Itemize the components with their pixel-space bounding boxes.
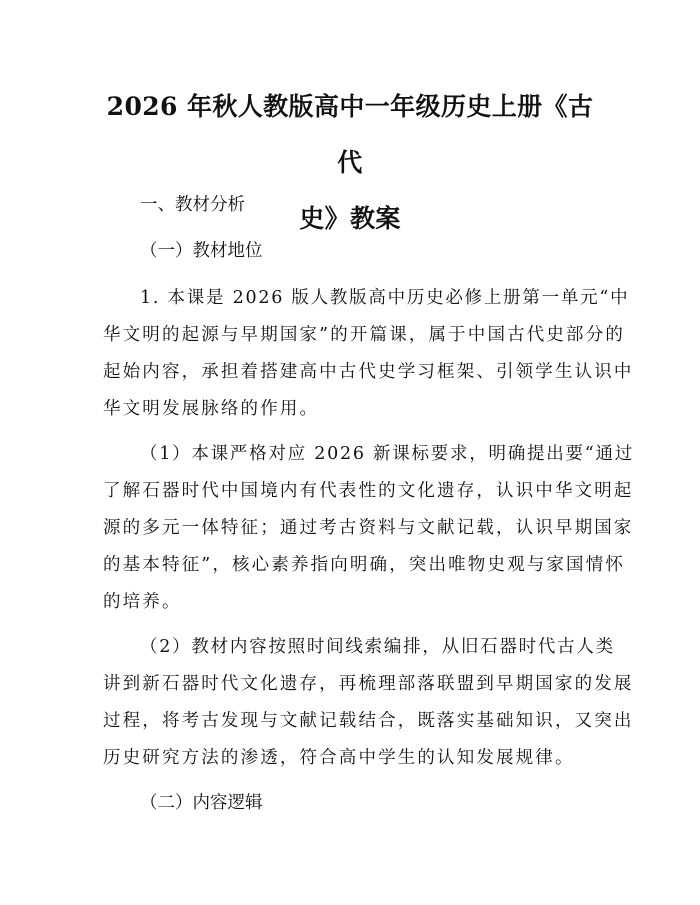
title-line-2: 史》教案 [299, 204, 401, 233]
paragraph-3-line-2: 讲到新石器时代文化遗存，再梳理部落联盟到早期国家的发展 [103, 674, 634, 694]
paragraph-1-line-2: 华文明的起源与早期国家”的开篇课，属于中国古代史部分的 [103, 325, 625, 345]
paragraph-1-line-1: 1. 本课是 2026 版人教版高中历史必修上册第一单元“中 [140, 288, 630, 308]
paragraph-3-line-4: 历史研究方法的渗透，符合高中学生的认知发展规律。 [103, 748, 575, 768]
paragraph-2-line-1: （1）本课严格对应 2026 新课标要求，明确提出要“通过 [140, 444, 634, 464]
paragraph-3-line-1: （2）教材内容按照时间线索编排，从旧石器时代古人类 [140, 637, 615, 657]
title-line-1: 2026 年秋人教版高中一年级历史上册《古代 [106, 92, 594, 177]
paragraph-2-line-3: 源的多元一体特征；通过考古资料与文献记载，认识早期国家 [103, 518, 634, 538]
paragraph-3-line-3: 过程，将考古发现与文献记载结合，既落实基础知识，又突出 [103, 711, 634, 731]
paragraph-2-line-2: 了解石器时代中国境内有代表性的文化遗存，认识中华文明起 [103, 481, 634, 501]
paragraph-2-line-4: 的基本特征”，核心素养指向明确，突出唯物史观与家国情怀 [103, 555, 625, 575]
subsection-heading: （二）内容逻辑 [140, 793, 263, 813]
paragraph-1-line-4: 华文明发展脉络的作用。 [103, 399, 320, 419]
paragraph-1-line-3: 起始内容，承担着搭建高中古代史学习框架、引领学生认识中 [103, 362, 634, 382]
section-heading: 一、教材分析 [140, 195, 245, 215]
paragraph-2-line-5: 的培养。 [103, 592, 182, 612]
subsection-heading: （一）教材地位 [140, 241, 263, 261]
document-title [100, 79, 600, 247]
